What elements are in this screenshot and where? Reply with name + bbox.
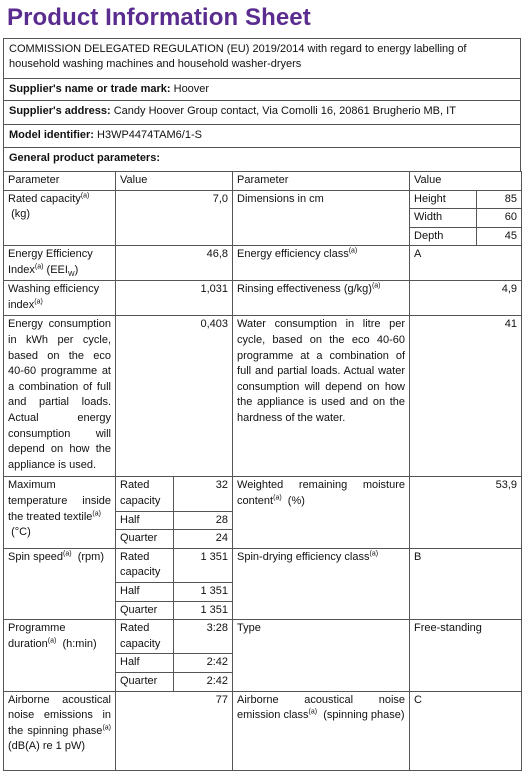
spin-speed-half-label: Half — [116, 582, 174, 601]
col-header-value-2: Value — [410, 172, 522, 191]
header-info-box — [3, 38, 521, 172]
energy-class-value: A — [410, 246, 522, 281]
col-header-value: Value — [116, 172, 233, 191]
eei-label: Energy Efficiency Index$^{(a)}$ $(EEI_W)$ — [4, 246, 116, 281]
depth-value: 45 — [477, 227, 522, 246]
width-value: 60 — [477, 209, 522, 228]
noise-class-label: Airborne acoustical noise emission class$^{(a)}$ (spinning phase) — [233, 691, 410, 770]
spin-class-value: B — [410, 548, 522, 619]
rated-capacity-value: 7,0 — [116, 190, 233, 246]
table-row — [4, 477, 522, 511]
spin-speed-quarter-value: 1 351 — [174, 601, 233, 620]
spin-speed-rated-label: Rated capacity — [116, 548, 174, 582]
model-row — [4, 125, 520, 148]
general-parameters-heading — [4, 148, 520, 172]
rated-capacity-label: Rated capacity$^{(a)}$ (kg) — [4, 190, 116, 246]
type-value: Free-standing — [410, 620, 522, 691]
programme-quarter-value: 2:42 — [174, 672, 233, 691]
supplier-name-value: Hoover — [173, 83, 210, 95]
programme-rated-value: 3:28 — [174, 620, 233, 654]
supplier-name-row — [4, 79, 520, 101]
energy-consumption-value: 0,403 — [116, 316, 233, 477]
supplier-address-label: Supplier's address: — [9, 105, 111, 117]
spin-speed-half-value: 1 351 — [174, 582, 233, 601]
supplier-name-label: Supplier's name or trade mark: — [9, 83, 171, 95]
moisture-value: 53,9 — [410, 477, 522, 548]
max-temp-rated-value: 32 — [174, 477, 233, 511]
washing-efficiency-label: Washing efficiency index$^{(a)}$ — [4, 281, 116, 316]
washing-efficiency-value: 1,031 — [116, 281, 233, 316]
eei-value: 46,8 — [116, 246, 233, 281]
width-label: Width — [410, 209, 477, 228]
table-header-row — [4, 172, 522, 191]
table-row — [4, 246, 522, 281]
model-label: Model identifier: — [9, 129, 94, 141]
table-row — [4, 281, 522, 316]
spin-class-label: Spin-drying efficiency class$^{(a)}$ — [233, 548, 410, 619]
spin-speed-quarter-label: Quarter — [116, 601, 174, 620]
max-temp-half-label: Half — [116, 511, 174, 530]
programme-quarter-label: Quarter — [116, 672, 174, 691]
programme-half-label: Half — [116, 654, 174, 673]
water-consumption-label: Water consumption in litre per cycle, based on the eco 40-60 programme at a combination of full and partial loads. Actual water consumption will depend on how the appliance is used and on the hardness of the water. — [233, 316, 410, 477]
max-temp-half-value: 28 — [174, 511, 233, 530]
table-row — [4, 548, 522, 582]
spin-speed-rated-value: 1 351 — [174, 548, 233, 582]
table-row — [4, 691, 522, 770]
type-label: Type — [233, 620, 410, 691]
table-row — [4, 316, 522, 477]
noise-label: Airborne acoustical noise emissions in the spinning phase$^{(a)}$ (dB(A) re 1 pW) — [4, 691, 116, 770]
energy-consumption-label: Energy consumption in kWh per cycle, based on the eco 40-60 programme at a combination of full and partial loads. Actual energy consumption will depend on how the appliance is used. — [4, 316, 116, 477]
noise-class-value: C — [410, 691, 522, 770]
rinsing-label: Rinsing effectiveness $(g/kg)^{(a)}$ — [233, 281, 410, 316]
programme-duration-label: Programme duration$^{(a)}$ (h:min) — [4, 620, 116, 691]
max-temp-quarter-value: 24 — [174, 530, 233, 549]
water-consumption-value: 41 — [410, 316, 522, 477]
table-row — [4, 620, 522, 654]
spin-speed-label: Spin speed$^{(a)}$ (rpm) — [4, 548, 116, 619]
moisture-label: Weighted remaining moisture content$^{(a)}$ (%) — [233, 477, 410, 548]
height-value: 85 — [477, 190, 522, 209]
programme-rated-label: Rated capacity — [116, 620, 174, 654]
max-temp-rated-label: Rated capacity — [116, 477, 174, 511]
parameters-table — [3, 171, 522, 771]
programme-half-value: 2:42 — [174, 654, 233, 673]
col-header-parameter: Parameter — [4, 172, 116, 191]
energy-class-label: Energy efficiency class$^{(a)}$ — [233, 246, 410, 281]
col-header-parameter-2: Parameter — [233, 172, 410, 191]
supplier-address-row — [4, 101, 520, 125]
general-parameters-label: General product parameters: — [9, 152, 160, 164]
regulation-text: COMMISSION DELEGATED REGULATION (EU) 2019/2014 with regard to energy labelling of household washing machines and household washer-dryers — [4, 39, 520, 79]
supplier-address-value: Candy Hoover Group contact, Via Comolli 16, 20861 Brugherio MB, IT — [113, 105, 456, 117]
height-label: Height — [410, 190, 477, 209]
noise-value: 77 — [116, 691, 233, 770]
dimensions-label: Dimensions in cm — [233, 190, 410, 246]
rinsing-value: 4,9 — [410, 281, 522, 316]
depth-label: Depth — [410, 227, 477, 246]
max-temp-label: Maximum temperature inside the treated textile$^{(a)}$ (°C) — [4, 477, 116, 548]
table-row — [4, 190, 522, 209]
max-temp-quarter-label: Quarter — [116, 530, 174, 549]
model-value: H3WP4474TAM6/1-S — [97, 129, 202, 141]
page-title: Product Information Sheet — [7, 4, 311, 31]
